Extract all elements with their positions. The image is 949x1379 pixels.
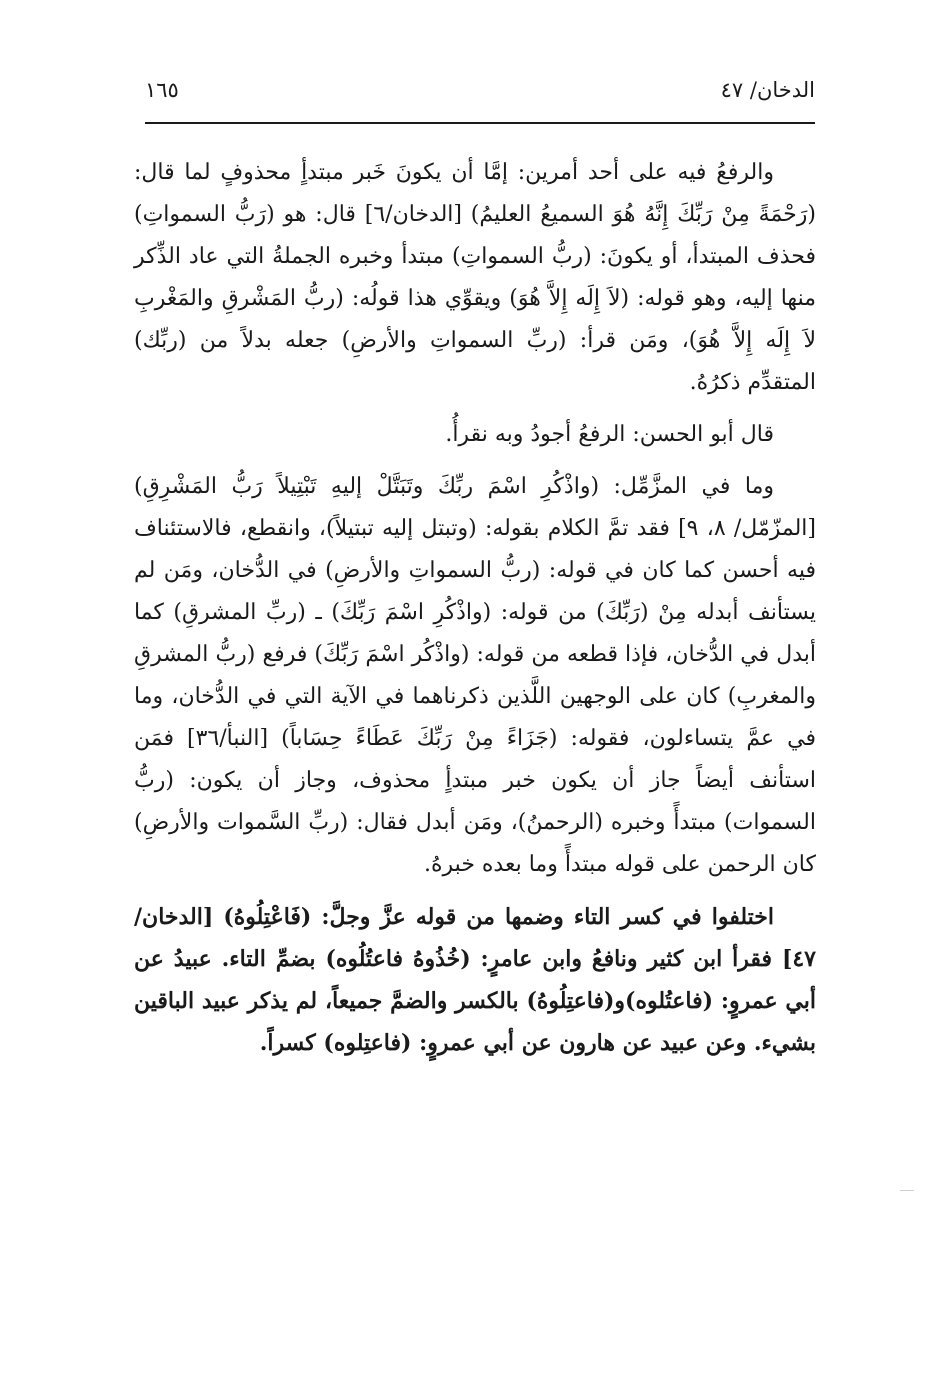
main-text (134, 152, 816, 1074)
paragraph-abu-al-hasan: قال أبو الحسن: الرفعُ أجودُ وبه نقرأُ. (445, 422, 774, 447)
paragraph-raf: والرفعُ فيه على أحد أمرين: إمَّا أن يكونَ خَبر مبتدأٍ محذوفٍ لما قال: (رَحْمَةً مِنْ رَبِّكَ إِنَّهُ هُوَ السميعُ العليمُ) [الدخان/٦] قال: هو (رَبُّ السمواتِ) فحذف المبتدأ، أو يكونَ: (ربُّ السمواتِ) مبتدأ وخبره الجملةُ التي عاد الذِّكر منها إليه، وهو قوله: (لاَ إِلَه إِلاَّ هُوَ) ويقوِّي هذا قولُه: (ربُّ المَشْرقِ والمَغْربِ لاَ إِلَه إِلاَّ هُوَ)، ومَن قرأ: (ربِّ السمواتِ والأرضِ) جعله بدلاً من (ربِّك) المتقدِّم ذكرُهُ. (134, 160, 816, 395)
running-head: الدخان/ ٤٧ (720, 78, 815, 102)
page-number: ١٦٥ (145, 78, 179, 102)
page-header (145, 72, 815, 110)
paragraph-variant-readings: اختلفوا في كسر التاء وضمها من قوله عزَّ وجلَّ: (فَاعْتِلُوهُ) [الدخان/٤٧] فقرأ ابن كثير ونافعُ وابن عامرٍ: (خُذُوهُ فاعتُلُوه) بضمِّ التاء. عبيدُ عن أبي عمروٍ: (فاعتُلوه)و(فاعتِلُوهُ) بالكسر والضمَّ جميعاً، لم يذكر عبيد الباقين بشيء. وعن عبيد عن هارون عن أبي عمروٍ: (فاعتِلوه) كسراً. (134, 904, 816, 1056)
header-rule (145, 122, 815, 124)
paragraph-muzzammil: وما في المزَّمِّل: (واذْكُرِ اسْمَ ربِّكَ وتَبَتَّلْ إليهِ تَبْتِيلاً رَبُّ المَشْرِقِ) [المزّمّل/ ٨، ٩] فقد تمَّ الكلام بقوله: (وتبتل إليه تبتيلاً)، وانقطع، فالاستئناف فيه أحسن كما كان في قوله: (ربُّ السمواتِ والأرضِ) في الدُّخان، ومَن لم يستأنف أبدله مِنْ (رَبِّكَ) من قوله: (واذْكُرِ اسْمَ رَبِّكَ) ـ (ربِّ المشرقِ) كما أبدل في الدُّخان، فإذا قطعه من قوله: (واذْكُر اسْمَ رَبِّكَ) فرفع (ربُّ المشرقِ والمغربِ) كان على الوجهين اللَّذين ذكرناهما في الآية التي في الدُّخان، وما في عمَّ يتساءلون، فقوله: (جَزَاءً مِنْ رَبِّكَ عَطَاءً حِسَاباً) [النبأ/٣٦] فمَن استأنف أيضاً جاز أن يكون خبر مبتدأٍ محذوف، وجاز أن يكون: (ربُّ السموات) مبتدأً وخبره (الرحمنُ)، ومَن أبدل فقال: (ربِّ السَّموات والأرضِ) كان الرحمن على قوله مبتدأً وما بعده خبرهُ. (134, 474, 816, 877)
margin-mark (900, 1190, 914, 1191)
